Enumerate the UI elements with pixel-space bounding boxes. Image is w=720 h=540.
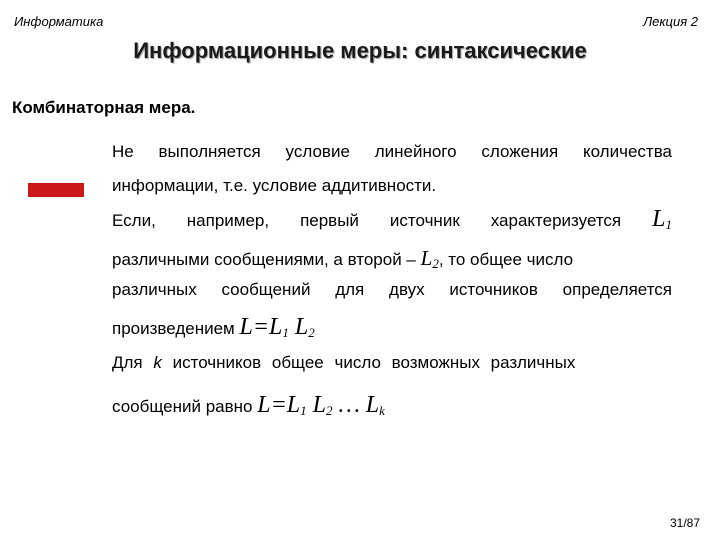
formula-part: L=L [239,314,283,340]
formula-part: L [288,314,309,340]
formula-subscript: 1 [665,217,672,232]
body-line-1: Не выполняется условие линейного сложения количества [112,142,672,161]
body-line-6-text: произведением [112,319,235,338]
variable-k: k [153,353,162,372]
formula-subscript: 1 [300,403,307,418]
formula-product [239,314,314,340]
formula-var: L [420,246,433,270]
formula-general [257,392,385,418]
body-line-8-text: сообщений равно [112,397,253,416]
formula-l1 [652,206,672,232]
body-line-7 [112,353,672,373]
formula-part: … L [332,392,380,418]
body-line-8 [112,392,672,419]
formula-subscript: 2 [325,403,333,418]
accent-bar [28,183,84,197]
body-line-5: различных сообщений для двух источников определяется [112,280,672,299]
body-line-2: информации, т.е. условие аддитивности. [112,176,437,195]
formula-subscript: 2 [308,325,315,340]
body-line-4-text-b: , то общее число [438,250,574,269]
body-line-6 [112,314,672,341]
slide-title: Информационные меры: синтаксические [133,38,587,63]
formula-l2 [421,246,439,270]
formula-subscript: k [379,403,385,418]
lecture-number: Лекция 2 [643,14,698,29]
page-number: 31/87 [669,516,700,530]
body-line-7-text-a: Для [112,353,143,372]
course-name: Информатика [14,14,104,29]
body-line-4 [112,246,672,271]
body-line-4-text-a: различными сообщениями, а второй – [112,250,416,269]
body-line-7-text-b: источников общее число возможных различных [172,353,576,372]
formula-subscript: 2 [432,256,439,271]
body-line-3 [112,206,672,233]
formula-subscript: 1 [282,325,289,340]
section-heading: Комбинаторная мера. [12,98,196,117]
formula-var: L [652,206,666,232]
formula-part: L=L [257,392,301,418]
body-line-3-text: Если, например, первый источник характеризуется [112,211,622,230]
formula-part: L [306,392,326,418]
